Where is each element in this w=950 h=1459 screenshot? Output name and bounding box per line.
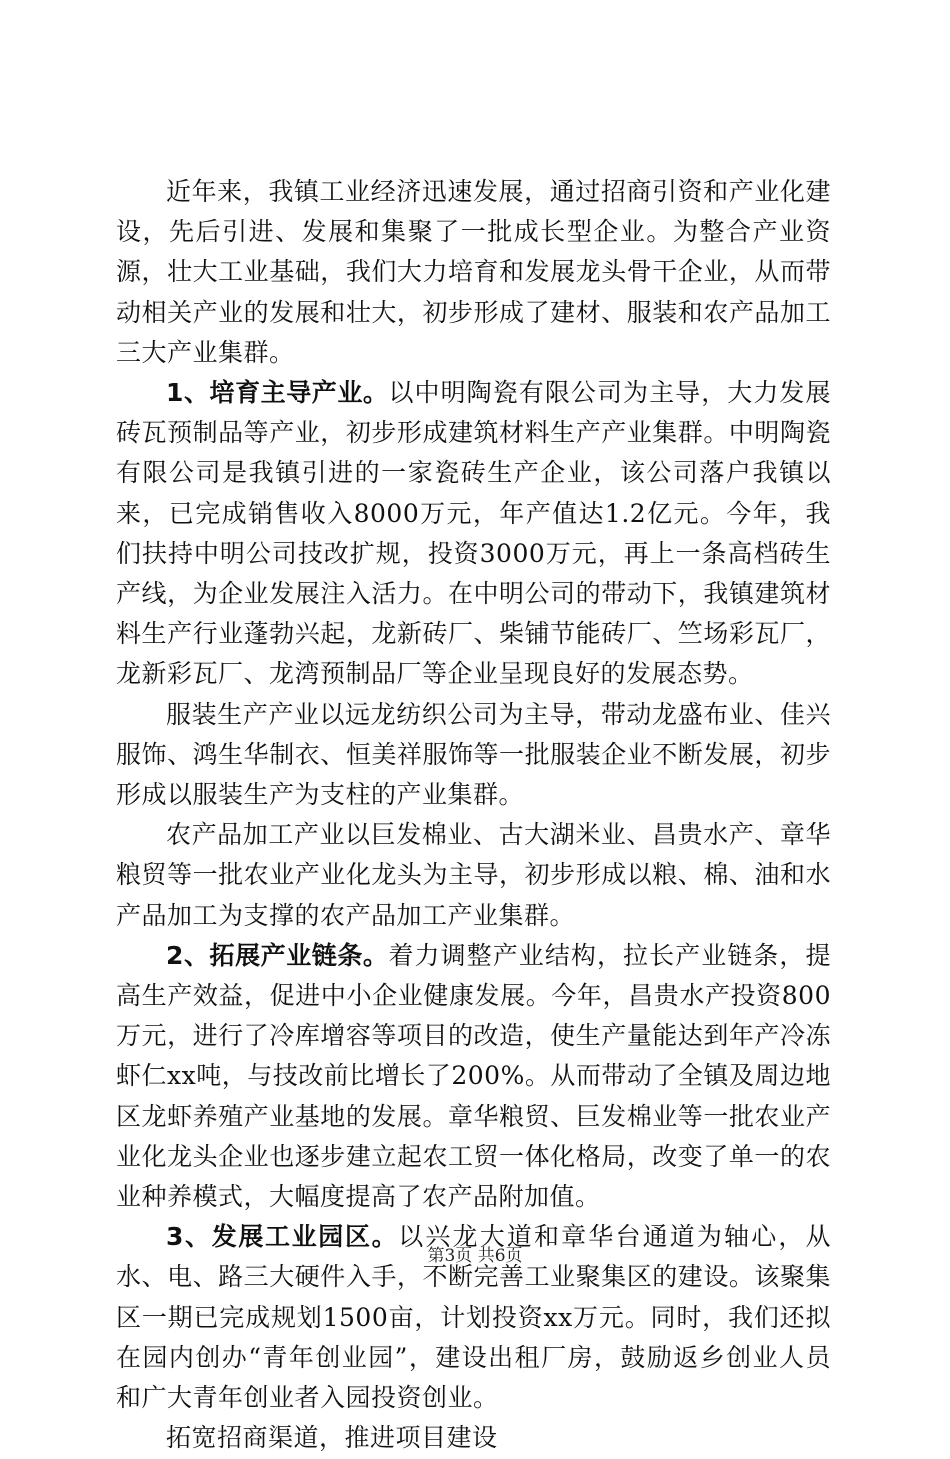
page-footer: 第3页 共6页 [427,1246,523,1266]
section-heading: 2、拓展产业链条。 [166,940,389,970]
paragraph-subtitle [116,1418,831,1458]
paragraph-clothing [116,695,831,816]
section-heading: 1、培育主导产业。 [166,378,389,408]
paragraph-text: 近年来，我镇工业经济迅速发展，通过招商引资和产业化建设，先后引进、发展和集聚了一批成长型企业。为整合产业资源，壮大工业基础，我们大力培育和发展龙头骨干企业，从而带动相关产业的发展和壮大，初步形成了建材、服装和农产品加工三大产业集群。 [116,177,831,367]
paragraph-text: 服装生产产业以远龙纺织公司为主导，带动龙盛布业、佳兴服饰、鸿生华制衣、恒美祥服饰等一批服装企业不断发展，初步形成以服装生产为支柱的产业集群。 [116,699,831,810]
paragraph-section-1 [116,373,831,695]
paragraph-intro [116,172,831,373]
paragraph-text: 着力调整产业结构，拉长产业链条，提高生产效益，促进中小企业健康发展。今年，昌贵水产投资800万元，进行了冷库增容等项目的改造，使生产量能达到年产冷冻虾仁xx吨，与技改前比增长了200%。从而带动了全镇及周边地区龙虾养殖产业基地的发展。章华粮贸、巨发棉业等一批农业产业化龙头企业也逐步建立起农工贸一体化格局，改变了单一的农业种养模式，大幅度提高了农产品附加值。 [116,940,831,1212]
paragraph-section-2 [116,936,831,1217]
paragraph-agri [116,815,831,936]
paragraph-text: 以中明陶瓷有限公司为主导，大力发展砖瓦预制品等产业，初步形成建筑材料生产产业集群。中明陶瓷有限公司是我镇引进的一家瓷砖生产企业，该公司落户我镇以来，已完成销售收入8000万元，年产值达1.2亿元。今年，我们扶持中明公司技改扩规，投资3000万元，再上一条高档砖生产线，为企业发展注入活力。在中明公司的带动下，我镇建筑材料生产行业蓬勃兴起，龙新砖厂、柴铺节能砖厂、竺场彩瓦厂，龙新彩瓦厂、龙湾预制品厂等企业呈现良好的发展态势。 [116,378,831,689]
section-heading: 3、发展工业园区。 [166,1222,399,1252]
paragraph-text: 拓宽招商渠道，推进项目建设 [166,1423,498,1453]
paragraph-text: 农产品加工产业以巨发棉业、古大湖米业、昌贵水产、章华粮贸等一批农业产业化龙头为主导，初步形成以粮、棉、油和水产品加工为支撑的农产品加工产业集群。 [116,820,831,930]
paragraph-text: 以兴龙大道和章华台通道为轴心，从水、电、路三大硬件入手，不断完善工业聚集区的建设。该聚集区一期已完成规划1500亩，计划投资xx万元。同时，我们还拟在园内创办“青年创业园”，建设出租厂房，鼓励返乡创业人员和广大青年创业者入园投资创业。 [116,1222,831,1413]
